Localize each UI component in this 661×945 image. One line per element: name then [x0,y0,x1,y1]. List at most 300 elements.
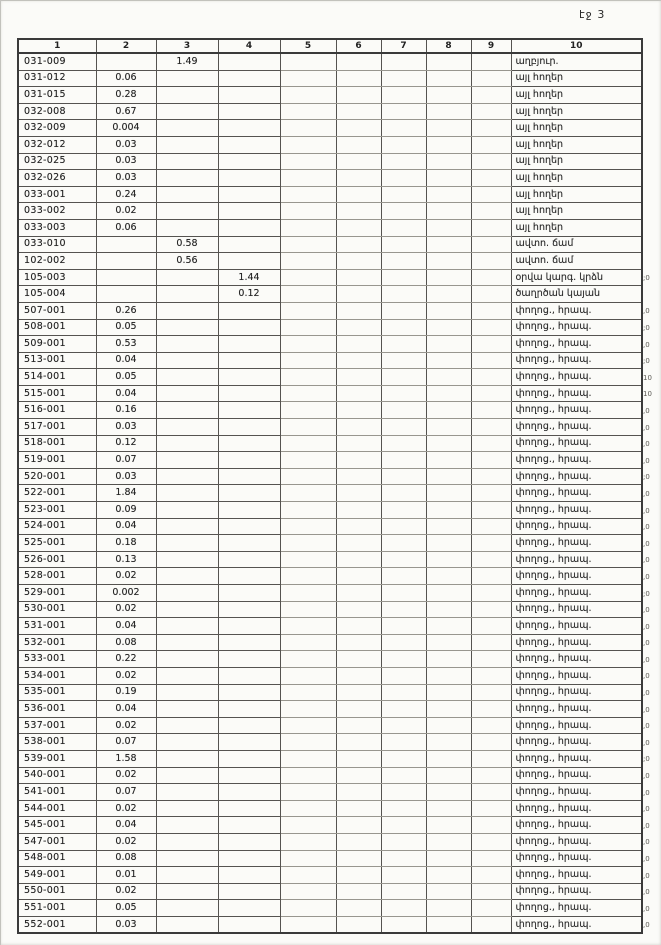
table-row [18,734,642,751]
table-row [18,900,642,917]
margin-mark: ,0 [643,722,650,730]
cell-label: փողոց., հրապ. [511,916,642,933]
cell-v3 [156,468,218,485]
cell-v2: 0.06 [96,219,156,236]
cell-empty [381,53,426,70]
cell-empty [381,784,426,801]
cell-v3 [156,219,218,236]
cell-v3 [156,916,218,933]
cell-empty [280,253,336,270]
cell-label: փողոց., հրապ. [511,833,642,850]
cell-empty [381,352,426,369]
cell-empty [381,70,426,87]
cell-empty [336,170,381,187]
column-header: 6 [336,39,381,53]
table-row [18,485,642,502]
cell-v4 [218,701,280,718]
cell-empty [426,186,471,203]
table-row [18,286,642,303]
cell-label: փողոց., հրապ. [511,651,642,668]
cell-v2: 0.03 [96,916,156,933]
cell-code: 032-008 [18,103,96,120]
cell-empty [471,535,511,552]
margin-mark: ,0 [643,656,650,664]
cell-empty [471,850,511,867]
cell-code: 520-001 [18,468,96,485]
cell-empty [381,502,426,519]
cell-empty [381,651,426,668]
cell-empty [426,568,471,585]
cell-empty [426,269,471,286]
cell-empty [280,916,336,933]
table-row [18,518,642,535]
cell-empty [381,916,426,933]
cell-empty [336,900,381,917]
cell-empty [381,170,426,187]
margin-mark: ,0 [643,772,650,780]
table-row [18,53,642,70]
cell-v2: 0.04 [96,385,156,402]
cell-empty [280,170,336,187]
cell-v2: 0.04 [96,352,156,369]
cell-label: փողոց., հրապ. [511,551,642,568]
cell-v4 [218,916,280,933]
cell-v3 [156,551,218,568]
cell-empty [426,153,471,170]
cell-empty [336,734,381,751]
table-row [18,170,642,187]
cell-empty [426,452,471,469]
cell-v4 [218,203,280,220]
cell-empty [381,900,426,917]
cell-v2: 0.07 [96,734,156,751]
cell-empty [426,750,471,767]
cell-empty [471,734,511,751]
cell-empty [471,352,511,369]
cell-empty [381,833,426,850]
cell-code: 531-001 [18,618,96,635]
margin-mark: ,0 [643,905,650,913]
cell-empty [336,203,381,220]
cell-empty [280,435,336,452]
cell-label: փողոց., հրապ. [511,568,642,585]
cell-v4 [218,817,280,834]
table-row [18,883,642,900]
cell-v3 [156,120,218,137]
cell-empty [426,784,471,801]
cell-empty [381,800,426,817]
cell-empty [426,883,471,900]
cell-empty [471,916,511,933]
margin-mark: ,0 [643,805,650,813]
cell-v2: 0.03 [96,153,156,170]
cell-empty [381,701,426,718]
cell-empty [426,369,471,386]
cell-v3 [156,203,218,220]
cell-empty [471,651,511,668]
cell-v3: 0.56 [156,253,218,270]
cell-empty [336,385,381,402]
cell-v2: 0.03 [96,468,156,485]
cell-label: այլ հողեր [511,170,642,187]
cell-code: 535-001 [18,684,96,701]
margin-marks [643,0,661,945]
cell-v4 [218,336,280,353]
cell-empty [471,468,511,485]
cell-v3 [156,286,218,303]
cell-label: փողոց., հրապ. [511,336,642,353]
cell-v3 [156,883,218,900]
cell-v4 [218,734,280,751]
margin-mark: ,0 [643,689,650,697]
cell-v2: 0.05 [96,319,156,336]
cell-empty [280,153,336,170]
cell-v4: 0.12 [218,286,280,303]
margin-mark: ,0 [643,606,650,614]
cell-empty [381,883,426,900]
cell-v2: 0.67 [96,103,156,120]
cell-empty [471,634,511,651]
cell-label: փողոց., հրապ. [511,468,642,485]
table-row [18,319,642,336]
cell-empty [381,153,426,170]
cell-v3 [156,817,218,834]
cell-code: 536-001 [18,701,96,718]
cell-empty [381,568,426,585]
cell-empty [471,784,511,801]
cell-empty [280,867,336,884]
cell-empty [471,269,511,286]
margin-mark: ;0 [643,357,650,365]
cell-v3 [156,833,218,850]
cell-empty [426,618,471,635]
cell-v3 [156,734,218,751]
cell-v4 [218,667,280,684]
table-row [18,253,642,270]
cell-v2: 0.22 [96,651,156,668]
cell-v4 [218,750,280,767]
table-row [18,817,642,834]
cell-v2: 1.58 [96,750,156,767]
cell-v2: 0.07 [96,784,156,801]
cell-label: փողոց., հրապ. [511,817,642,834]
cell-empty [426,120,471,137]
cell-empty [426,800,471,817]
cell-empty [471,87,511,104]
cell-code: 031-009 [18,53,96,70]
margin-mark: ,0 [643,440,650,448]
cell-empty [336,502,381,519]
cell-code: 547-001 [18,833,96,850]
cell-empty [426,485,471,502]
table-row [18,402,642,419]
cell-empty [336,452,381,469]
cell-label: փողոց., հրապ. [511,352,642,369]
cell-empty [471,601,511,618]
cell-empty [280,800,336,817]
cell-empty [471,53,511,70]
margin-mark: ,0 [643,407,650,415]
cell-empty [336,70,381,87]
cell-empty [280,219,336,236]
margin-mark: ,0 [643,888,650,896]
cell-v3 [156,352,218,369]
cell-v3 [156,402,218,419]
cell-empty [336,850,381,867]
table-row [18,502,642,519]
cell-v3 [156,618,218,635]
cell-empty [336,800,381,817]
cell-label: փողոց., հրապ. [511,634,642,651]
cell-code: 516-001 [18,402,96,419]
cell-empty [280,468,336,485]
cell-empty [381,750,426,767]
cell-label: փողոց., հրապ. [511,502,642,519]
cell-empty [280,402,336,419]
cell-v4 [218,883,280,900]
cell-empty [381,219,426,236]
cell-empty [336,352,381,369]
cell-v2 [96,253,156,270]
cell-empty [336,435,381,452]
cell-label: փողոց., հրապ. [511,717,642,734]
cell-v4 [218,784,280,801]
cell-code: 032-026 [18,170,96,187]
cell-empty [471,435,511,452]
cell-v2: 0.02 [96,833,156,850]
cell-empty [426,402,471,419]
cell-empty [381,817,426,834]
cell-empty [280,833,336,850]
cell-empty [280,701,336,718]
cell-empty [381,186,426,203]
cell-empty [471,419,511,436]
cell-v4 [218,502,280,519]
table-header-row [18,39,642,53]
cell-empty [336,784,381,801]
cell-empty [336,684,381,701]
cell-v4 [218,402,280,419]
cell-empty [280,667,336,684]
cell-code: 524-001 [18,518,96,535]
cell-empty [381,87,426,104]
cell-v4 [218,867,280,884]
cell-empty [381,518,426,535]
cell-empty [280,734,336,751]
cell-v2: 0.04 [96,817,156,834]
cell-label: փողոց., հրապ. [511,767,642,784]
cell-empty [336,336,381,353]
cell-empty [381,253,426,270]
cell-code: 033-002 [18,203,96,220]
cell-v3 [156,302,218,319]
cell-code: 031-012 [18,70,96,87]
table-row [18,369,642,386]
margin-mark: ;0 [643,274,650,282]
table-row [18,87,642,104]
cell-v4 [218,302,280,319]
cell-empty [280,352,336,369]
cell-empty [336,767,381,784]
cell-code: 525-001 [18,535,96,552]
cell-empty [381,269,426,286]
cell-label: փողոց., հրապ. [511,518,642,535]
cell-empty [280,634,336,651]
cell-v2 [96,269,156,286]
table-row [18,535,642,552]
cell-label: այլ հողեր [511,186,642,203]
cell-empty [280,551,336,568]
cell-empty [280,585,336,602]
cell-empty [280,651,336,668]
cell-code: 549-001 [18,867,96,884]
cell-v4 [218,435,280,452]
cell-empty [280,485,336,502]
cell-v2: 0.004 [96,120,156,137]
cell-empty [336,750,381,767]
cell-empty [426,850,471,867]
cell-code: 528-001 [18,568,96,585]
cell-code: 540-001 [18,767,96,784]
cell-empty [381,286,426,303]
cell-label: փողոց., հրապ. [511,319,642,336]
table-row [18,750,642,767]
cell-v2: 0.09 [96,502,156,519]
cell-v3 [156,601,218,618]
cell-code: 032-009 [18,120,96,137]
cell-empty [471,701,511,718]
table-row [18,568,642,585]
cell-v3 [156,87,218,104]
cell-label: օրվա կարգ. կրձն [511,269,642,286]
cell-v4 [218,800,280,817]
cell-empty [471,385,511,402]
cell-empty [336,833,381,850]
cell-v2 [96,236,156,253]
cell-v2: 0.28 [96,87,156,104]
cell-empty [471,170,511,187]
cell-empty [381,634,426,651]
margin-mark: ,0 [643,424,650,432]
cell-v3: 1.49 [156,53,218,70]
cell-empty [381,302,426,319]
cell-empty [471,402,511,419]
cell-empty [426,170,471,187]
cell-empty [336,186,381,203]
cell-v3 [156,170,218,187]
cell-v2: 1.84 [96,485,156,502]
cell-code: 544-001 [18,800,96,817]
cell-code: 032-025 [18,153,96,170]
cell-empty [381,402,426,419]
margin-mark: ,0 [643,556,650,564]
cell-label: այլ հողեր [511,103,642,120]
cell-label: այլ հողեր [511,70,642,87]
table-row [18,717,642,734]
cell-code: 552-001 [18,916,96,933]
cell-v4 [218,352,280,369]
margin-mark: ,0 [643,623,650,631]
cell-v3 [156,701,218,718]
cell-empty [336,667,381,684]
cell-v3 [156,502,218,519]
cell-empty [471,867,511,884]
cell-v4 [218,618,280,635]
margin-mark: ,0 [643,490,650,498]
cell-label: փողոց., հրապ. [511,850,642,867]
cell-empty [381,867,426,884]
margin-mark: ;0 [643,755,650,763]
cell-empty [336,369,381,386]
cell-v2: 0.24 [96,186,156,203]
cell-label: ծաղրծան կայան [511,286,642,303]
cell-v2: 0.02 [96,568,156,585]
cell-empty [381,419,426,436]
cell-empty [471,800,511,817]
cell-empty [426,601,471,618]
margin-mark: ,0 [643,672,650,680]
cell-empty [471,502,511,519]
cell-empty [471,136,511,153]
cell-empty [336,701,381,718]
cell-empty [381,850,426,867]
cell-v4 [218,136,280,153]
table-row [18,70,642,87]
cell-v3 [156,750,218,767]
column-header: 4 [218,39,280,53]
cell-empty [471,767,511,784]
cell-v2: 0.04 [96,701,156,718]
cell-empty [426,419,471,436]
cell-v4 [218,833,280,850]
cell-empty [280,850,336,867]
table-row [18,800,642,817]
cell-label: այլ հողեր [511,120,642,137]
cell-code: 519-001 [18,452,96,469]
cell-v3 [156,385,218,402]
cell-v3 [156,518,218,535]
cell-v3 [156,900,218,917]
table-row [18,203,642,220]
cell-v2: 0.02 [96,601,156,618]
cell-empty [471,70,511,87]
table-row [18,419,642,436]
cell-empty [426,900,471,917]
table-row [18,850,642,867]
cell-empty [381,734,426,751]
cell-label: փողոց., հրապ. [511,684,642,701]
cell-empty [426,319,471,336]
cell-v3 [156,319,218,336]
margin-mark: ;0 [643,473,650,481]
cell-empty [471,618,511,635]
cell-v2: 0.01 [96,867,156,884]
cell-empty [381,452,426,469]
cell-code: 541-001 [18,784,96,801]
cell-label: փողոց., հրապ. [511,750,642,767]
table-row [18,153,642,170]
cell-v4 [218,717,280,734]
cell-v3 [156,585,218,602]
cell-empty [426,87,471,104]
column-header: 1 [18,39,96,53]
cell-empty [280,601,336,618]
cell-v4 [218,601,280,618]
cell-empty [426,53,471,70]
column-header: 2 [96,39,156,53]
cell-label: փողոց., հրապ. [511,734,642,751]
cell-v4 [218,684,280,701]
